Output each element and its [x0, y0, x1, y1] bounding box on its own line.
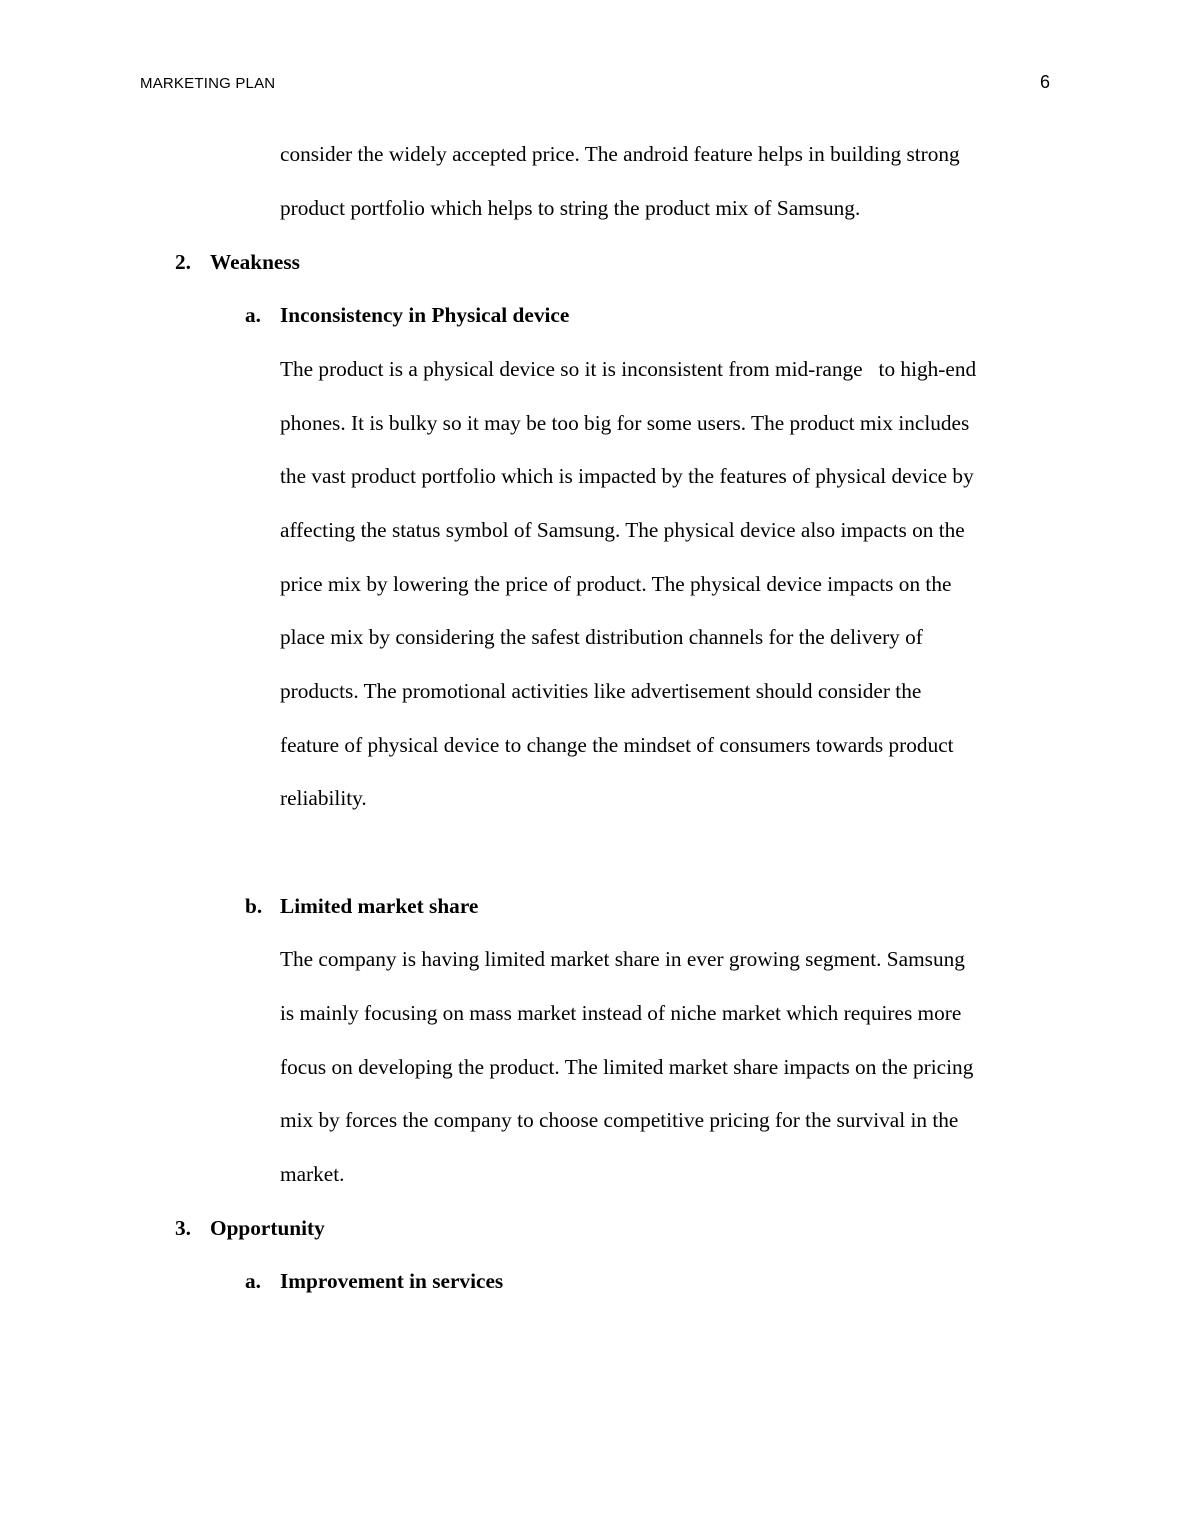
section-heading-weakness: Weakness — [210, 250, 300, 274]
paragraph-line: consider the widely accepted price. The android feature helps in building strong — [280, 142, 960, 166]
subsection-heading-limited-market-share: Limited market share — [280, 894, 479, 918]
paragraph-line: affecting the status symbol of Samsung. The physical device also impacts on the — [280, 518, 965, 542]
paragraph-line: The company is having limited market share in ever growing segment. Samsung — [280, 947, 965, 971]
subsection-letter: b. — [245, 894, 263, 918]
page-number: 6 — [1039, 72, 1050, 92]
paragraph-line: feature of physical device to change the mindset of consumers towards product — [280, 733, 954, 757]
paragraph-line: product portfolio which helps to string the product mix of Samsung. — [280, 196, 861, 220]
paragraph-line: mix by forces the company to choose competitive pricing for the survival in the — [280, 1108, 959, 1132]
paragraph-line: products. The promotional activities like advertisement should consider the — [280, 679, 922, 703]
paragraph-line: market. — [280, 1162, 345, 1186]
paragraph-line: phones. It is bulky so it may be too big for some users. The product mix includes — [280, 411, 970, 435]
subsection-heading-improvement-in-services: Improvement in services — [280, 1269, 504, 1293]
paragraph-line: the vast product portfolio which is impacted by the features of physical device by — [280, 464, 974, 488]
paragraph-line: is mainly focusing on mass market instead of niche market which requires more — [280, 1001, 962, 1025]
section-number: 3. — [175, 1216, 191, 1240]
subsection-heading-inconsistency: Inconsistency in Physical device — [280, 303, 570, 327]
paragraph-line: place mix by considering the safest distribution channels for the delivery of — [280, 625, 923, 649]
running-head: MARKETING PLAN — [140, 75, 276, 92]
section-heading-opportunity: Opportunity — [210, 1216, 325, 1240]
paragraph-line: price mix by lowering the price of product. The physical device impacts on the — [280, 572, 952, 596]
paragraph-line: focus on developing the product. The limited market share impacts on the pricing — [280, 1055, 974, 1079]
subsection-letter: a. — [245, 303, 261, 327]
paragraph-line: reliability. — [280, 786, 367, 810]
paragraph-line: The product is a physical device so it is inconsistent from mid-range to high-end — [280, 357, 977, 381]
subsection-letter: a. — [245, 1269, 261, 1293]
section-number: 2. — [175, 250, 191, 274]
